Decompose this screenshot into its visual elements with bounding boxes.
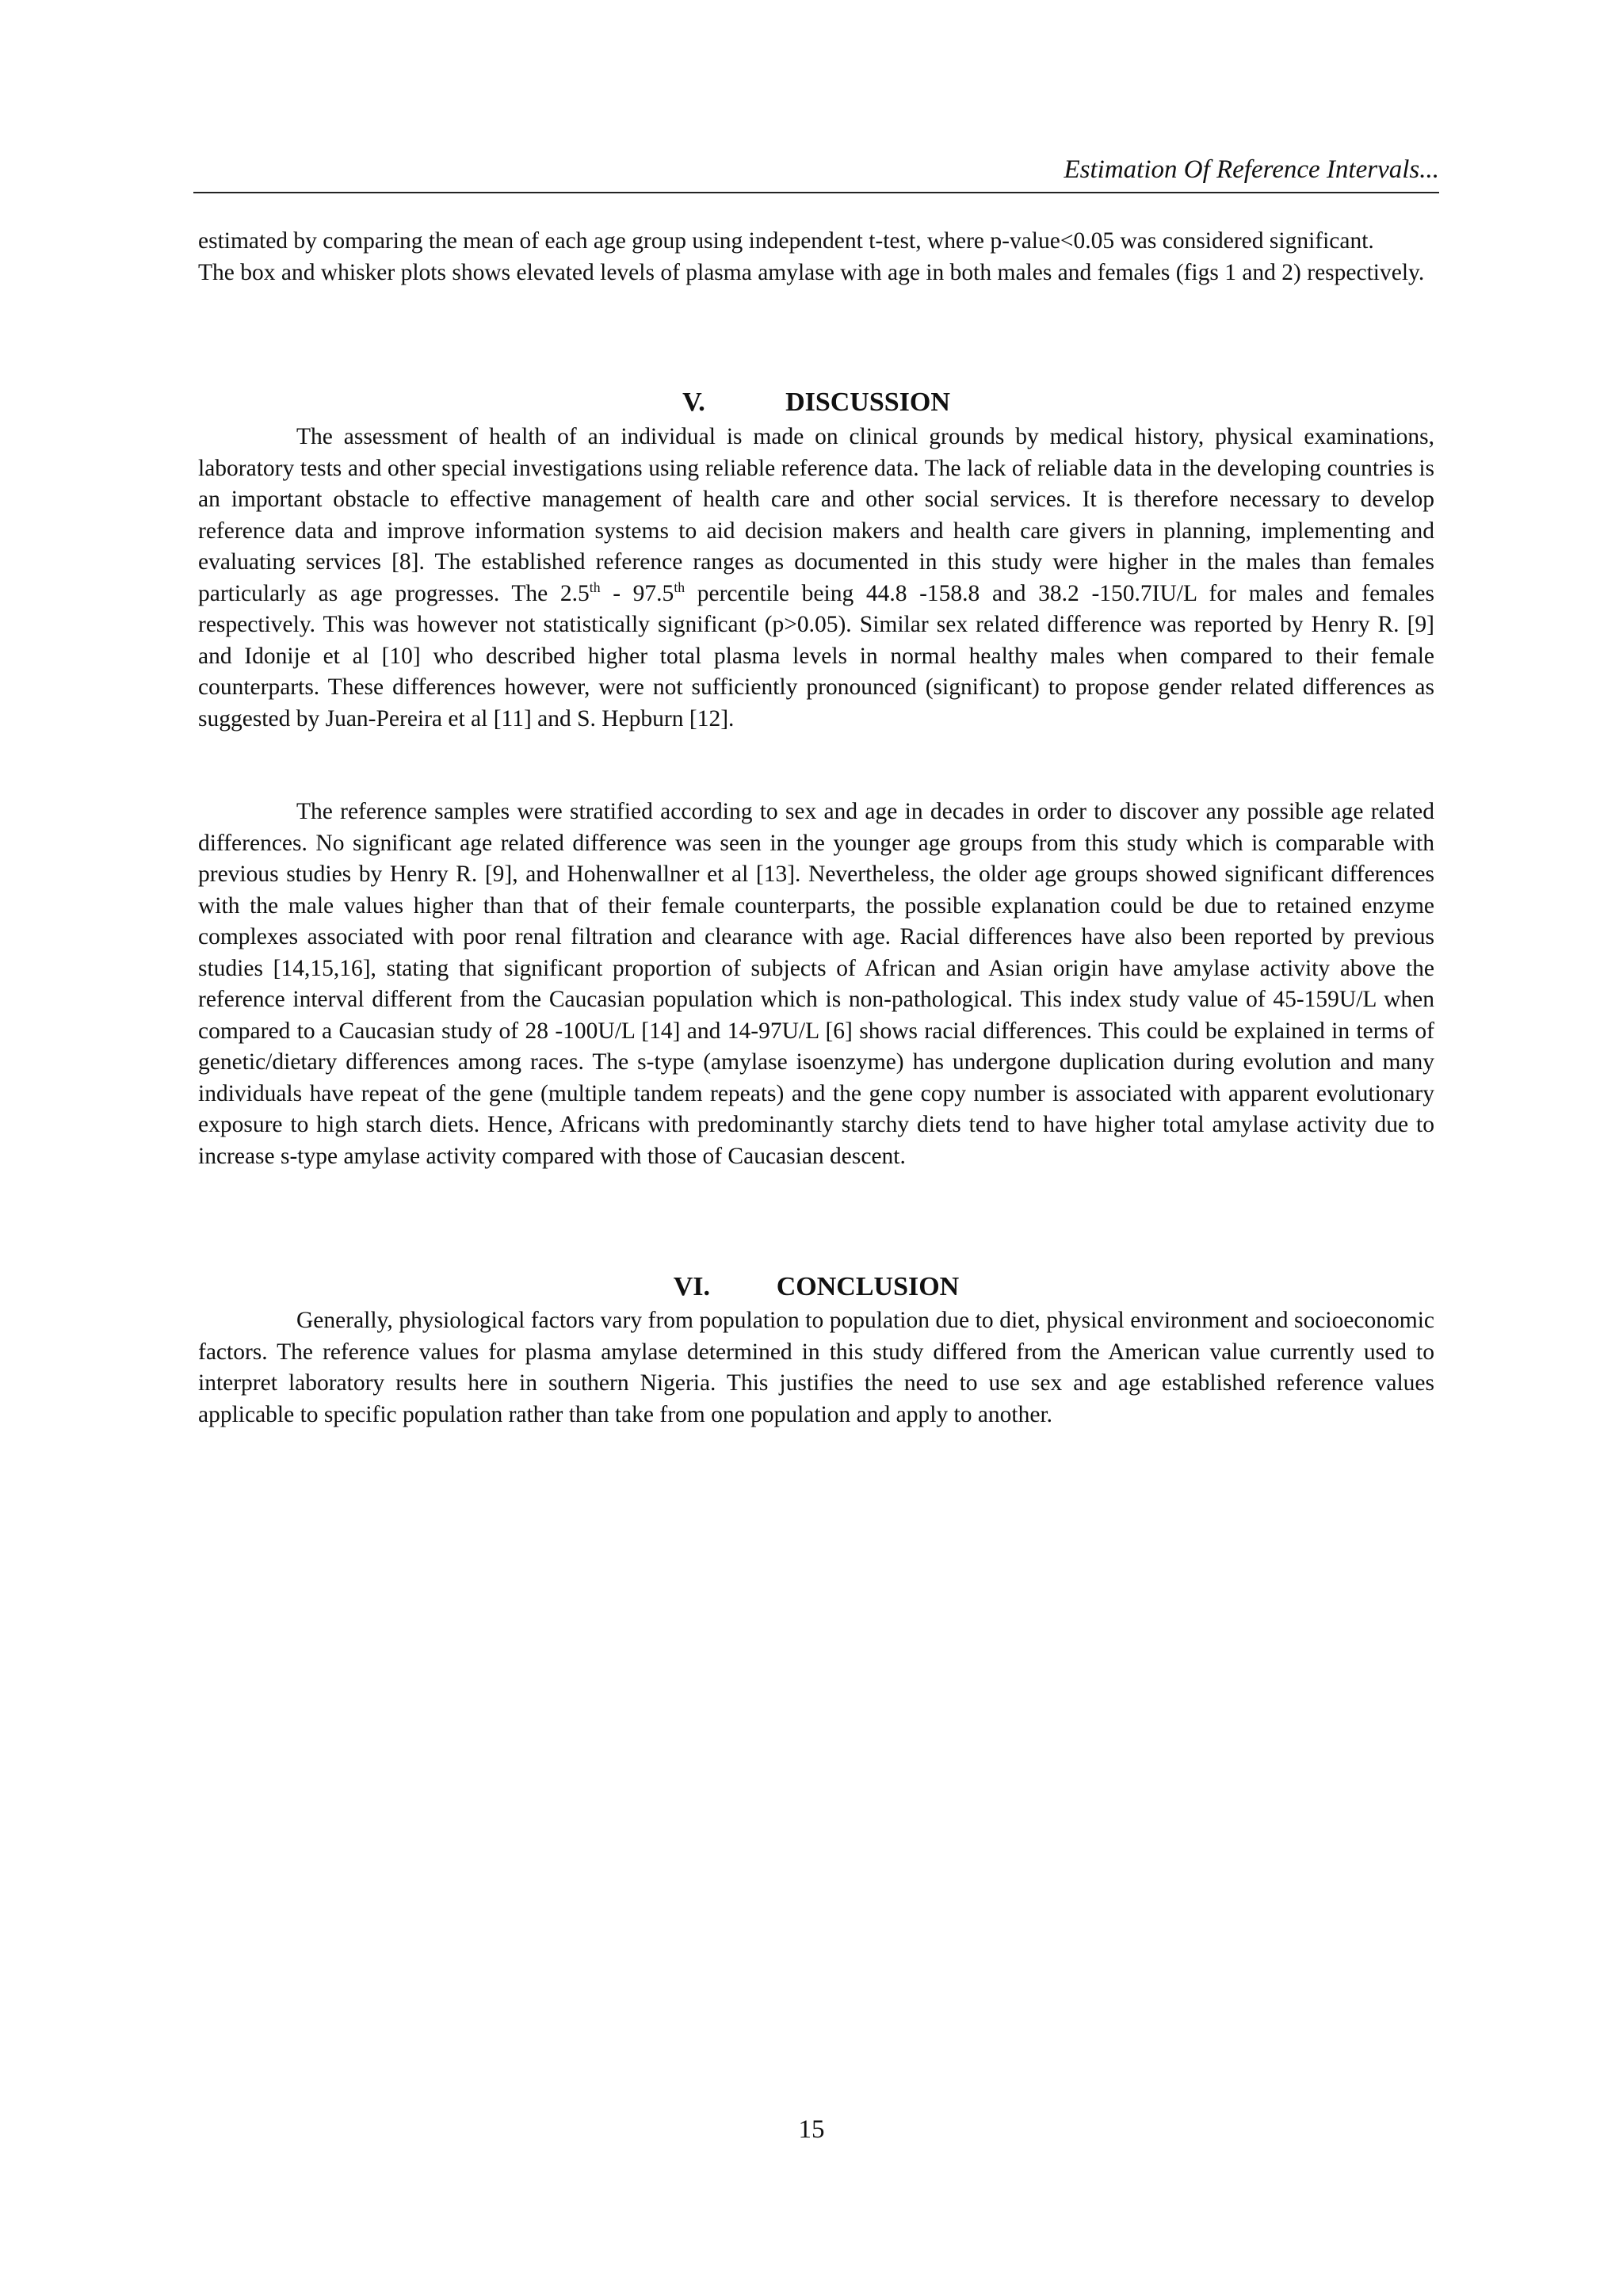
intro-paragraph-1: estimated by comparing the mean of each age group using independent t-test, where p-value<0.05 was considered significant. — [198, 228, 1374, 254]
conclusion-heading — [198, 1270, 1434, 1305]
intro-paragraph-2: The box and whisker plots shows elevated levels of plasma amylase with age in both males and females (figs 1 and 2) respectively. — [198, 259, 1425, 285]
discussion-text-2 — [198, 797, 1434, 1172]
conclusion-number: VI. — [673, 1272, 711, 1301]
intro-text — [198, 226, 1434, 288]
discussion-title: DISCUSSION — [785, 388, 950, 417]
header-rule — [193, 192, 1439, 193]
discussion-paragraph-2: The reference samples were stratified according to sex and age in decades in order to discover any possible age related differences. No significant age related difference was seen in the younger age groups from this study which is comparable with previous studies by Henry R. [9], and Hohenwallner et al [13]. Nevertheless, the older age groups showed significant differences with the male values higher than that of their female counterparts, the possible explanation could be due to retained enzyme complexes associated with poor renal filtration and clearance with age. Racial differences have also been reported by previous studies [14,15,16], stating that significant proportion of subjects of African and Asian origin have amylase activity above the reference interval different from the Caucasian population which is non-pathological. This index study value of 45-159U/L when compared to a Caucasian study of 28 -100U/L [14] and 14-97U/L [6] shows racial differences. This could be explained in terms of genetic/dietary differences among races. The s-type (amylase isoenzyme) has undergone duplication during evolution and many individuals have repeat of the gene (multiple tandem repeats) and the gene copy number is associated with apparent evolutionary exposure to high starch diets. Hence, Africans with predominantly starchy diets tend to have higher total amylase activity due to increase s-type amylase activity compared with those of Caucasian descent. — [198, 799, 1434, 1169]
conclusion-paragraph-1: Generally, physiological factors vary from population to population due to diet, physical environment and socioeconomic factors. The reference values for plasma amylase determined in this study differed from the American value currently used to interpret laboratory results here in southern Nigeria. This justifies the need to use sex and age established reference values applicable to specific population rather than take from one population and apply to another. — [198, 1308, 1434, 1427]
conclusion-text — [198, 1305, 1434, 1431]
discussion-p1-superscript-1: th — [589, 579, 601, 595]
running-header: Estimation Of Reference Intervals... — [1064, 155, 1439, 184]
discussion-p1-part-b: - 97.5 — [600, 580, 674, 606]
discussion-number: V. — [682, 388, 705, 417]
discussion-p1-part-c: percentile being 44.8 -158.8 and 38.2 -150.7IU/L for males and females respectively. This was however not statistically significant (p>0.05). Similar sex related difference was reported by Henry R. [9] and Idonije et al [10] who described higher total plasma levels in normal healthy males when compared to their female counterparts. These differences however, were not sufficiently pronounced (significant) to propose gender related differences as suggested by Juan-Pereira et al [11] and S. Hepburn [12]. — [198, 580, 1434, 732]
discussion-p1-part-a: The assessment of health of an individual is made on clinical grounds by medical history, physical examinations, laboratory tests and other special investigations using reliable reference data. The lack of reliable data in the developing countries is an important obstacle to effective management of health care and other social services. It is therefore necessary to develop reference data and improve information systems to aid decision makers and health care givers in planning, implementing and evaluating services [8]. The established reference ranges as documented in this study were higher in the males than females particularly as age progresses. The 2.5 — [198, 424, 1434, 606]
discussion-text — [198, 422, 1434, 735]
discussion-p1-superscript-2: th — [674, 579, 685, 595]
conclusion-title: CONCLUSION — [776, 1272, 960, 1301]
discussion-heading — [198, 385, 1434, 420]
discussion-paragraph-1 — [198, 422, 1434, 735]
page-number: 15 — [798, 2115, 825, 2144]
